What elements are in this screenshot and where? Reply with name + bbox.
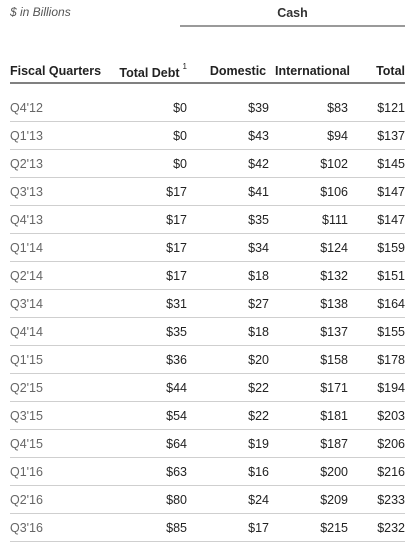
header-total-debt-label: Total Debt [119,66,180,80]
cell-total-debt: $0 [173,100,187,115]
cash-group-rule [180,25,405,27]
cell-quarter: Q3'15 [10,408,43,423]
table-header-row [10,60,405,82]
cell-total: $232 [377,520,405,535]
cell-quarter: Q1'16 [10,464,43,479]
table-row [10,234,405,262]
table-row [10,150,405,178]
cell-total-debt: $54 [166,408,187,423]
cell-domestic: $16 [248,464,269,479]
cell-domestic: $24 [248,492,269,507]
table-row [10,346,405,374]
cell-quarter: Q1'15 [10,352,43,367]
cell-domestic: $35 [248,212,269,227]
cell-domestic: $22 [248,408,269,423]
cell-total: $164 [377,296,405,311]
cell-international: $209 [320,492,348,507]
cell-international: $94 [327,128,348,143]
cell-quarter: Q2'15 [10,380,43,395]
cell-domestic: $19 [248,436,269,451]
table-row [10,206,405,234]
table-row [10,122,405,150]
cell-domestic: $18 [248,324,269,339]
cell-quarter: Q2'13 [10,156,43,171]
cell-international: $181 [320,408,348,423]
table-row [10,94,405,122]
table-row [10,290,405,318]
table-row [10,262,405,290]
cell-total: $155 [377,324,405,339]
cell-total-debt: $64 [166,436,187,451]
cell-quarter: Q3'16 [10,520,43,535]
cell-total-debt: $17 [166,240,187,255]
table-body [10,94,405,542]
cell-total: $121 [377,100,405,115]
cell-total-debt: $17 [166,268,187,283]
cell-total-debt: $0 [173,156,187,171]
cell-international: $138 [320,296,348,311]
cell-international: $132 [320,268,348,283]
cell-total: $147 [377,184,405,199]
cell-total-debt: $80 [166,492,187,507]
cell-quarter: Q4'13 [10,212,43,227]
cell-quarter: Q4'12 [10,100,43,115]
cell-international: $106 [320,184,348,199]
cell-domestic: $18 [248,268,269,283]
cell-international: $124 [320,240,348,255]
footnote-marker: 1 [182,62,187,71]
cell-total-debt: $36 [166,352,187,367]
cell-quarter: Q3'13 [10,184,43,199]
table-row [10,514,405,542]
header-domestic: Domestic [209,64,267,78]
cell-quarter: Q3'14 [10,296,43,311]
cell-domestic: $22 [248,380,269,395]
cell-total-debt: $0 [173,128,187,143]
cell-international: $102 [320,156,348,171]
cell-international: $200 [320,464,348,479]
cell-quarter: Q4'15 [10,436,43,451]
table-row [10,318,405,346]
cell-quarter: Q1'14 [10,240,43,255]
cell-quarter: Q4'14 [10,324,43,339]
cell-international: $111 [322,212,348,227]
header-total: Total [376,64,405,78]
cell-international: $83 [327,100,348,115]
cell-total: $159 [377,240,405,255]
cell-total-debt: $63 [166,464,187,479]
cell-total-debt: $85 [166,520,187,535]
cell-international: $171 [320,380,348,395]
cell-total-debt: $17 [166,212,187,227]
table-row [10,178,405,206]
table-row [10,486,405,514]
cell-total-debt: $31 [166,296,187,311]
cell-total: $137 [377,128,405,143]
cell-total: $147 [377,212,405,227]
debt-cash-table [10,60,405,542]
cell-quarter: Q2'14 [10,268,43,283]
table-row [10,374,405,402]
cell-total: $233 [377,492,405,507]
cell-quarter: Q1'13 [10,128,43,143]
cell-total: $145 [377,156,405,171]
table-row [10,402,405,430]
cell-total: $216 [377,464,405,479]
header-total-debt [105,62,187,80]
table-row [10,458,405,486]
cell-international: $215 [320,520,348,535]
cell-international: $158 [320,352,348,367]
cell-domestic: $39 [248,100,269,115]
cell-domestic: $27 [248,296,269,311]
cell-domestic: $20 [248,352,269,367]
header-international: International [275,64,351,78]
cell-total-debt: $17 [166,184,187,199]
cell-domestic: $41 [248,184,269,199]
table-row [10,430,405,458]
cell-quarter: Q2'16 [10,492,43,507]
cell-total: $203 [377,408,405,423]
cell-domestic: $42 [248,156,269,171]
cell-international: $187 [320,436,348,451]
cell-total: $206 [377,436,405,451]
cell-total: $151 [377,268,405,283]
header-rule [10,82,405,84]
cell-total: $194 [377,380,405,395]
cell-total-debt: $35 [166,324,187,339]
cell-domestic: $34 [248,240,269,255]
cell-total: $178 [377,352,405,367]
cell-international: $137 [320,324,348,339]
cell-domestic: $43 [248,128,269,143]
units-label: $ in Billions [10,5,71,19]
cash-group-header: Cash [277,6,308,20]
cell-domestic: $17 [248,520,269,535]
header-fiscal-quarters: Fiscal Quarters [10,64,102,78]
cell-total-debt: $44 [166,380,187,395]
